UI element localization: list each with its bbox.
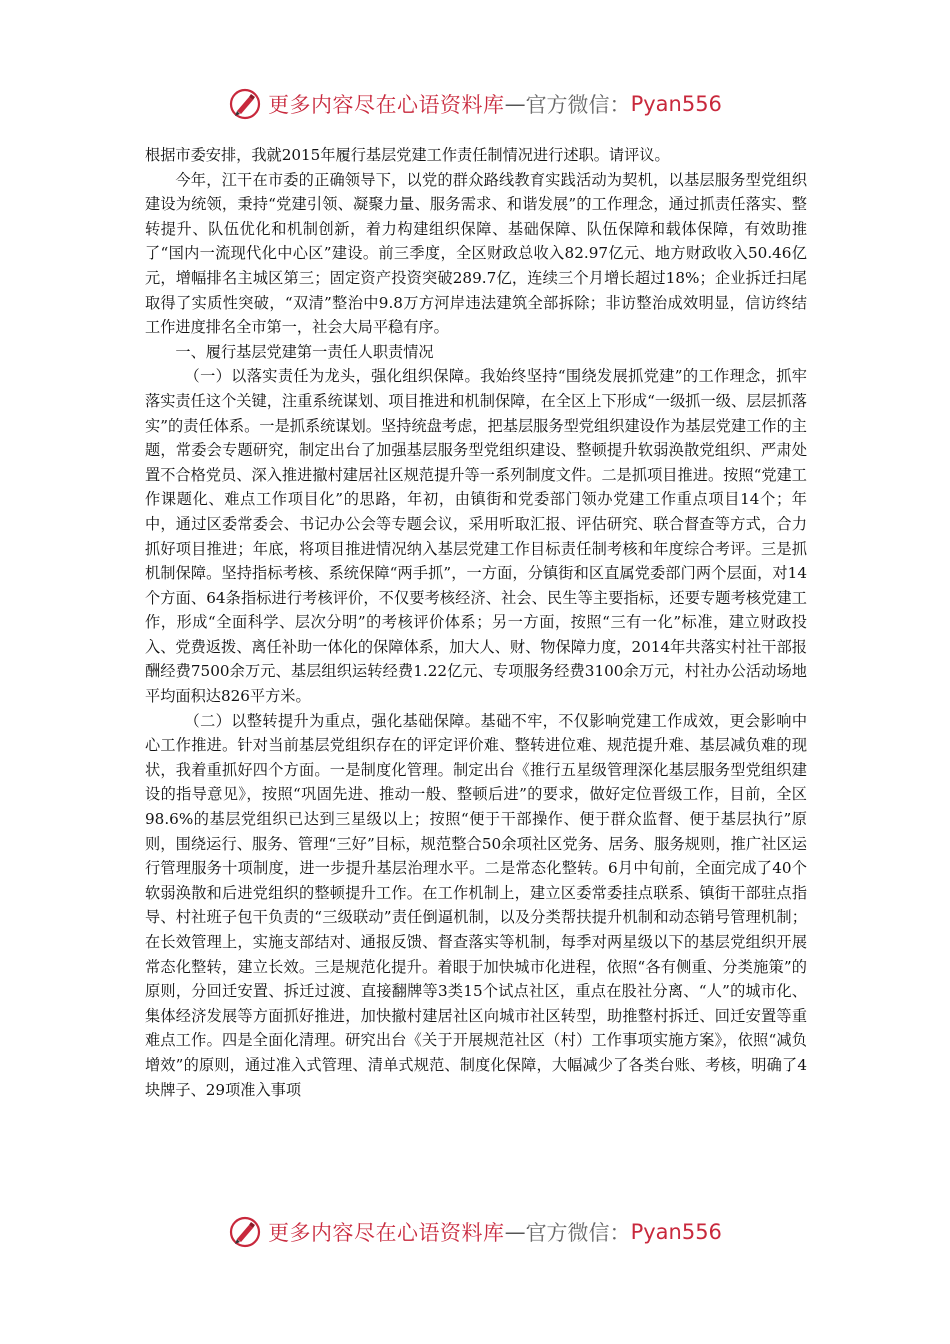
banner-wechat-id: Pyan556 bbox=[630, 92, 722, 116]
pen-logo-icon bbox=[228, 87, 262, 121]
banner-wechat-label: 官方微信： bbox=[525, 93, 631, 117]
banner-wechat-id: Pyan556 bbox=[630, 1220, 722, 1244]
banner-title: 更多内容尽在心语资料库 bbox=[268, 93, 505, 117]
header-banner bbox=[0, 82, 950, 126]
paragraph-overview: 今年，江干在市委的正确领导下，以党的群众路线教育实践活动为契机，以基层服务型党组织建设为统领，秉持“党建引领、凝聚力量、服务需求、和谐发展”的工作理念，通过抓责任落实、整转提升、队伍优化和机制创新，着力构建组织保障、基础保障、队伍保障和载体保障，有效助推了“国内一流现代化中心区”建设。前三季度，全区财政总收入82.97亿元、地方财政收入50.46亿元，增幅排名主城区第三；固定资产投资突破289.7亿，连续三个月增长超过18%；企业拆迁扫尾取得了实质性突破，“双清”整治中9.8万方河岸违法建筑全部拆除；非访整治成效明显，信访终结工作进度排名全市第一，社会大局平稳有序。 bbox=[145, 170, 807, 337]
section-heading: 一、履行基层党建第一责任人职责情况 bbox=[175, 342, 434, 361]
banner-title: 更多内容尽在心语资料库 bbox=[268, 1221, 505, 1245]
banner-wechat-label: 官方微信： bbox=[525, 1221, 631, 1245]
footer-banner bbox=[0, 1210, 950, 1254]
banner-separator: — bbox=[504, 1220, 526, 1244]
document-body bbox=[145, 143, 807, 1102]
pen-logo-icon bbox=[228, 1215, 262, 1249]
paragraph-intro: 根据市委安排，我就2015年履行基层党建工作责任制情况进行述职。请评议。 bbox=[145, 146, 670, 164]
paragraph-rectification: （二）以整转提升为重点，强化基础保障。基础不牢，不仅影响党建工作成效，更会影响中心工作推进。针对当前基层党组织存在的评定评价难、整转进位难、规范提升难、基层减负难的现状，我着重抓好四个方面。一是制度化管理。制定出台《推行五星级管理深化基层服务型党组织建设的指导意见》，按照“巩固先进、推动一般、整顿后进”的要求，做好定位晋级工作，目前，全区98.6%的基层党组织已达到三星级以上；按照“便于干部操作、便于群众监督、便于基层执行”原则，围绕运行、服务、管理“三好”目标，规范整合50余项社区党务、居务、服务规则，推广社区运行管理服务十项制度，进一步提升基层治理水平。二是常态化整转。6月中旬前，全面完成了40个软弱涣散和后进党组织的整顿提升工作。在工作机制上，建立区委常委挂点联系、镇街干部驻点指导、村社班子包干负责的“三级联动”责任倒逼机制，以及分类帮扶提升机制和动态销号管理机制；在长效管理上，实施支部结对、通报反馈、督查落实等机制，每季对两星级以下的基层党组织开展常态化整转，建立长效。三是规范化提升。着眼于加快城市化进程，依照“各有侧重、分类施策”的原则，分回迁安置、拆迁过渡、直接翻牌等3类15个试点社区，重点在股社分离、“人”的城市化、集体经济发展等方面抓好推进，加快撤村建居社区向城市社区转型，助推整村拆迁、回迁安置等重难点工作。四是全面化清理。研究出台《关于开展规范社区（村）工作事项实施方案》，依照“减负增效”的原则，通过准入式管理、清单式规范、制度化保障，大幅减少了各类台账、考核，明确了4块牌子、29项准入事项 bbox=[145, 711, 807, 1099]
banner-separator: — bbox=[504, 92, 526, 116]
paragraph-responsibility: （一）以落实责任为龙头，强化组织保障。我始终坚持“围绕发展抓党建”的工作理念，抓牢落实责任这个关键，注重系统谋划、项目推进和机制保障，在全区上下形成“一级抓一级、层层抓落实”的责任体系。一是抓系统谋划。坚持统盘考虑，把基层服务型党组织建设作为基层党建工作的主题，常委会专题研究，制定出台了加强基层服务型党组织建设、整顿提升软弱涣散党组织、严肃处置不合格党员、深入推进撤村建居社区规范提升等一系列制度文件。二是抓项目推进。按照“党建工作课题化、难点工作项目化”的思路，年初，由镇街和党委部门领办党建工作重点项目14个；年中，通过区委常委会、书记办公会等专题会议，采用听取汇报、评估研究、联合督查等方式，合力抓好项目推进；年底，将项目推进情况纳入基层党建工作目标责任制考核和年度综合考评。三是抓机制保障。坚持指标考核、系统保障“两手抓”，一方面，分镇街和区直属党委部门两个层面，对14个方面、64条指标进行考核评价，不仅要考核经济、社会、民生等主要指标，还要专题考核党建工作，形成“全面科学、层次分明”的考核评价体系；另一方面，按照“三有一化”标准，建立财政投入、党费返拨、离任补助一体化的保障体系，加大人、财、物保障力度，2014年共落实村社干部报酬经费7500余万元、基层组织运转经费1.22亿元、专项服务经费3100余万元，村社办公活动场地平均面积达826平方米。 bbox=[145, 367, 807, 706]
